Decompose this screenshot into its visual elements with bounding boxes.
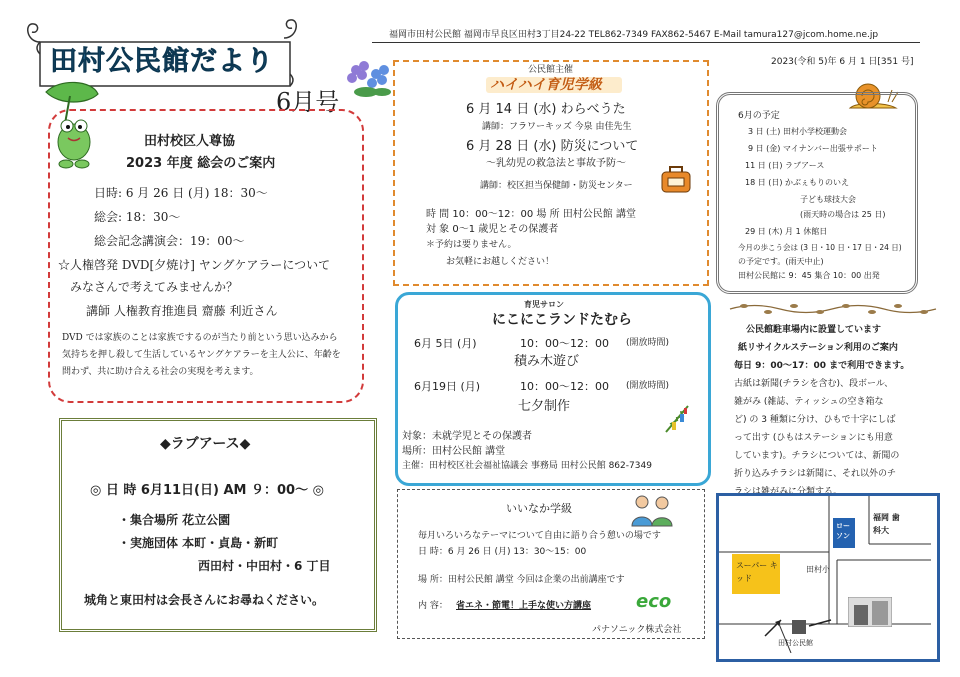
kouminkan-label: 田村公民館 bbox=[778, 639, 813, 647]
jinken-soukai: 総会: 18：30～ bbox=[94, 210, 181, 224]
frog-icon bbox=[40, 80, 102, 172]
recycle-line: ラシは雑がみに分類する。 bbox=[734, 487, 843, 497]
schedule-item: 11 日 (日) ラブアース bbox=[745, 161, 825, 170]
love-earth-title: ◆ラブアース◆ bbox=[160, 436, 251, 452]
love-earth-place: ・集合場所 花立公園 bbox=[118, 513, 231, 527]
jinken-lecturer: 講師 人権教育推進員 齋藤 利近さん bbox=[86, 304, 278, 318]
salon-host: 主催：田村校区社会福祉協議会 事務局 田村公民館 862-7349 bbox=[402, 461, 652, 471]
lawson-label: ロー ソン bbox=[836, 522, 850, 540]
schedule-item: 29 日 (木) 月 1 休館日 bbox=[745, 227, 828, 236]
schedule-item: 子ども球技大会 bbox=[800, 195, 856, 204]
people-icon bbox=[626, 494, 678, 528]
recycle-subheading: 紙リサイクルステーション利用のご案内 bbox=[738, 343, 898, 353]
parenting-event-sub: ～乳幼児の救急法と事故予防～ bbox=[486, 158, 626, 169]
schedule-item: (雨天時の場合は 25 日) bbox=[800, 210, 886, 219]
dental-label: 福岡 歯科大 bbox=[873, 513, 900, 535]
schedule-item: 18 日 (日) かぶぇもりのいえ bbox=[745, 178, 850, 187]
tanabata-icon bbox=[660, 404, 694, 434]
newsletter-title: 田村公民館だより bbox=[50, 46, 274, 77]
header-divider bbox=[372, 42, 920, 43]
salon-date: 6月 5日 (月) bbox=[414, 337, 477, 350]
salon-time-note: (開放時間) bbox=[626, 381, 670, 391]
issue-label: 6月号 bbox=[276, 88, 340, 116]
jinken-dvd: ☆人権啓発 DVD[夕焼け] ヤングケアラーについて bbox=[58, 258, 331, 272]
love-earth-datetime: ◎ 日 時 6月11日(日) AM ９：00～ ◎ bbox=[90, 483, 324, 498]
jinken-note: DVD では家族のことは家族でするのが当たり前という思い込みから bbox=[62, 333, 338, 343]
schedule-item: 今月の歩こう会は (3 日・10 日・17 日・24 日) bbox=[738, 243, 902, 252]
inaka-place: 場 所：田村公民館 講堂 今回は企業の出前講座です bbox=[418, 575, 625, 585]
org-contact-info: 福岡市田村公民館 福岡市早良区田村3丁目24-22 TEL862-7349 FAX862-5467 E-Mail tamura127@jcom.home.ne.jp bbox=[389, 30, 879, 40]
school-label: 田村小 bbox=[806, 565, 830, 574]
recycle-line: ど) の 3 種類に分け、ひもで十字にしば bbox=[734, 415, 896, 425]
recycle-line: って出す (ひもはステーションにも用意 bbox=[734, 433, 893, 443]
recycle-heading: 公民館駐車場内に設置しています bbox=[746, 325, 882, 335]
love-earth-groups: 西田村・中田村・6 丁目 bbox=[198, 559, 331, 573]
inaka-title: いいなか学級 bbox=[506, 502, 572, 515]
parenting-time-place: 時 間 10：00～12：00 場 所 田村公民館 講堂 bbox=[426, 209, 636, 220]
salon-target: 対象：未就学児とその保護者 bbox=[402, 431, 532, 442]
recycle-line: 毎日 9：00～17：00 まで利用できます。 bbox=[734, 361, 910, 371]
salon-date: 6月19日 (月) bbox=[414, 380, 481, 393]
salon-time-note: (開放時間) bbox=[626, 338, 670, 348]
jinken-subheading: 2023 年度 総会のご案内 bbox=[126, 156, 276, 171]
bag-icon bbox=[658, 162, 694, 196]
kouminkan-marker bbox=[792, 620, 806, 634]
love-earth-note: 城角と東田村は会長さんにお尋ねください。 bbox=[84, 593, 325, 607]
schedule-item: 田村公民館に 9：45 集合 10：00 出発 bbox=[738, 271, 880, 280]
inaka-description: 毎月いろいろなテーマについて自由に語り合う憩いの場です bbox=[418, 531, 661, 541]
inaka-datetime: 日 時：6 月 26 日 (月) 13：30～15：00 bbox=[418, 547, 587, 557]
schedule-title: 6月の予定 bbox=[738, 111, 780, 121]
parenting-note: お気軽にお越しください！ bbox=[446, 257, 555, 267]
schedule-item: の予定です。(雨天中止) bbox=[738, 257, 824, 266]
recycle-line: しています)。チラシについては、新聞の bbox=[734, 451, 900, 461]
inaka-content-label: 内 容： bbox=[418, 601, 448, 611]
inaka-sponsor: パナソニック株式会社 bbox=[592, 625, 682, 635]
jinken-lecture: 総会記念講演会：19：00～ bbox=[94, 234, 245, 248]
jinken-note: 気持ちを押し殺して生活しているヤングケアラーを主人公に、年齢を bbox=[62, 350, 341, 360]
recycle-line: 折り込みチラシは新聞に、それ以外のチ bbox=[734, 469, 897, 479]
vine-icon bbox=[728, 302, 938, 316]
issue-date: 2023(令和 5)年 6 月 1 日[351 号] bbox=[771, 57, 914, 67]
salon-label: 育児サロン bbox=[524, 300, 564, 309]
recycle-line: 雑がみ (雑誌、ティッシュの空き箱な bbox=[734, 397, 884, 407]
parenting-event: 6 月 14 日 (水) わらべうた bbox=[466, 102, 626, 117]
recycle-line: 古紙は新聞(チラシを含む)、段ボール、 bbox=[734, 379, 894, 389]
jinken-heading: 田村校区人尊協 bbox=[144, 134, 236, 149]
schedule-item: 9 日 (金) マイナンバー出張サポート bbox=[748, 144, 878, 153]
parenting-lecturer: 講師：フラワーキッズ 今泉 由佳先生 bbox=[482, 122, 632, 132]
hydrangea-icon bbox=[342, 56, 396, 102]
salon-activity: 積み木遊び bbox=[514, 354, 580, 369]
parenting-title: ハイハイ育児学級 bbox=[490, 77, 602, 93]
jinken-dvd-question: みなさんで考えてみませんか？ bbox=[70, 280, 239, 294]
salon-time: 10：00～12：00 bbox=[520, 337, 609, 350]
parenting-host: 公民館主催 bbox=[528, 65, 574, 75]
inaka-content: 省エネ・節電！上手な使い方講座 bbox=[456, 601, 592, 611]
salon-place: 場所：田村公民館 講堂 bbox=[402, 446, 506, 457]
jinken-note: 問わず、共に助け合える社会の実現を考えます。 bbox=[62, 367, 259, 377]
parenting-lecturer: 講師：校区担当保健師・防災センター bbox=[480, 181, 633, 191]
scroll-curl-icon bbox=[22, 18, 44, 44]
eco-logo-text: eco bbox=[636, 591, 672, 612]
supermarket-label: スーパー キッド bbox=[736, 561, 778, 583]
scroll-curl-icon bbox=[280, 14, 302, 40]
photo-icon bbox=[848, 597, 892, 627]
parenting-target: 対 象 0～1 歳児とその保護者 bbox=[426, 224, 559, 235]
parenting-event: 6 月 28 日 (水) 防災について bbox=[466, 139, 639, 154]
salon-time: 10：00～12：00 bbox=[520, 380, 609, 393]
love-earth-groups: ・実施団体 本町・貞島・新町 bbox=[118, 536, 279, 550]
salon-title: にこにこランドたむら bbox=[492, 312, 632, 328]
jinken-date: 日時: 6 月 26 日 (月) 18：30～ bbox=[94, 186, 268, 200]
schedule-item: 3 日 (土) 田村小学校運動会 bbox=[748, 127, 847, 136]
parenting-note: ＊予約は要りません。 bbox=[426, 240, 517, 250]
salon-activity: 七夕制作 bbox=[518, 399, 571, 414]
